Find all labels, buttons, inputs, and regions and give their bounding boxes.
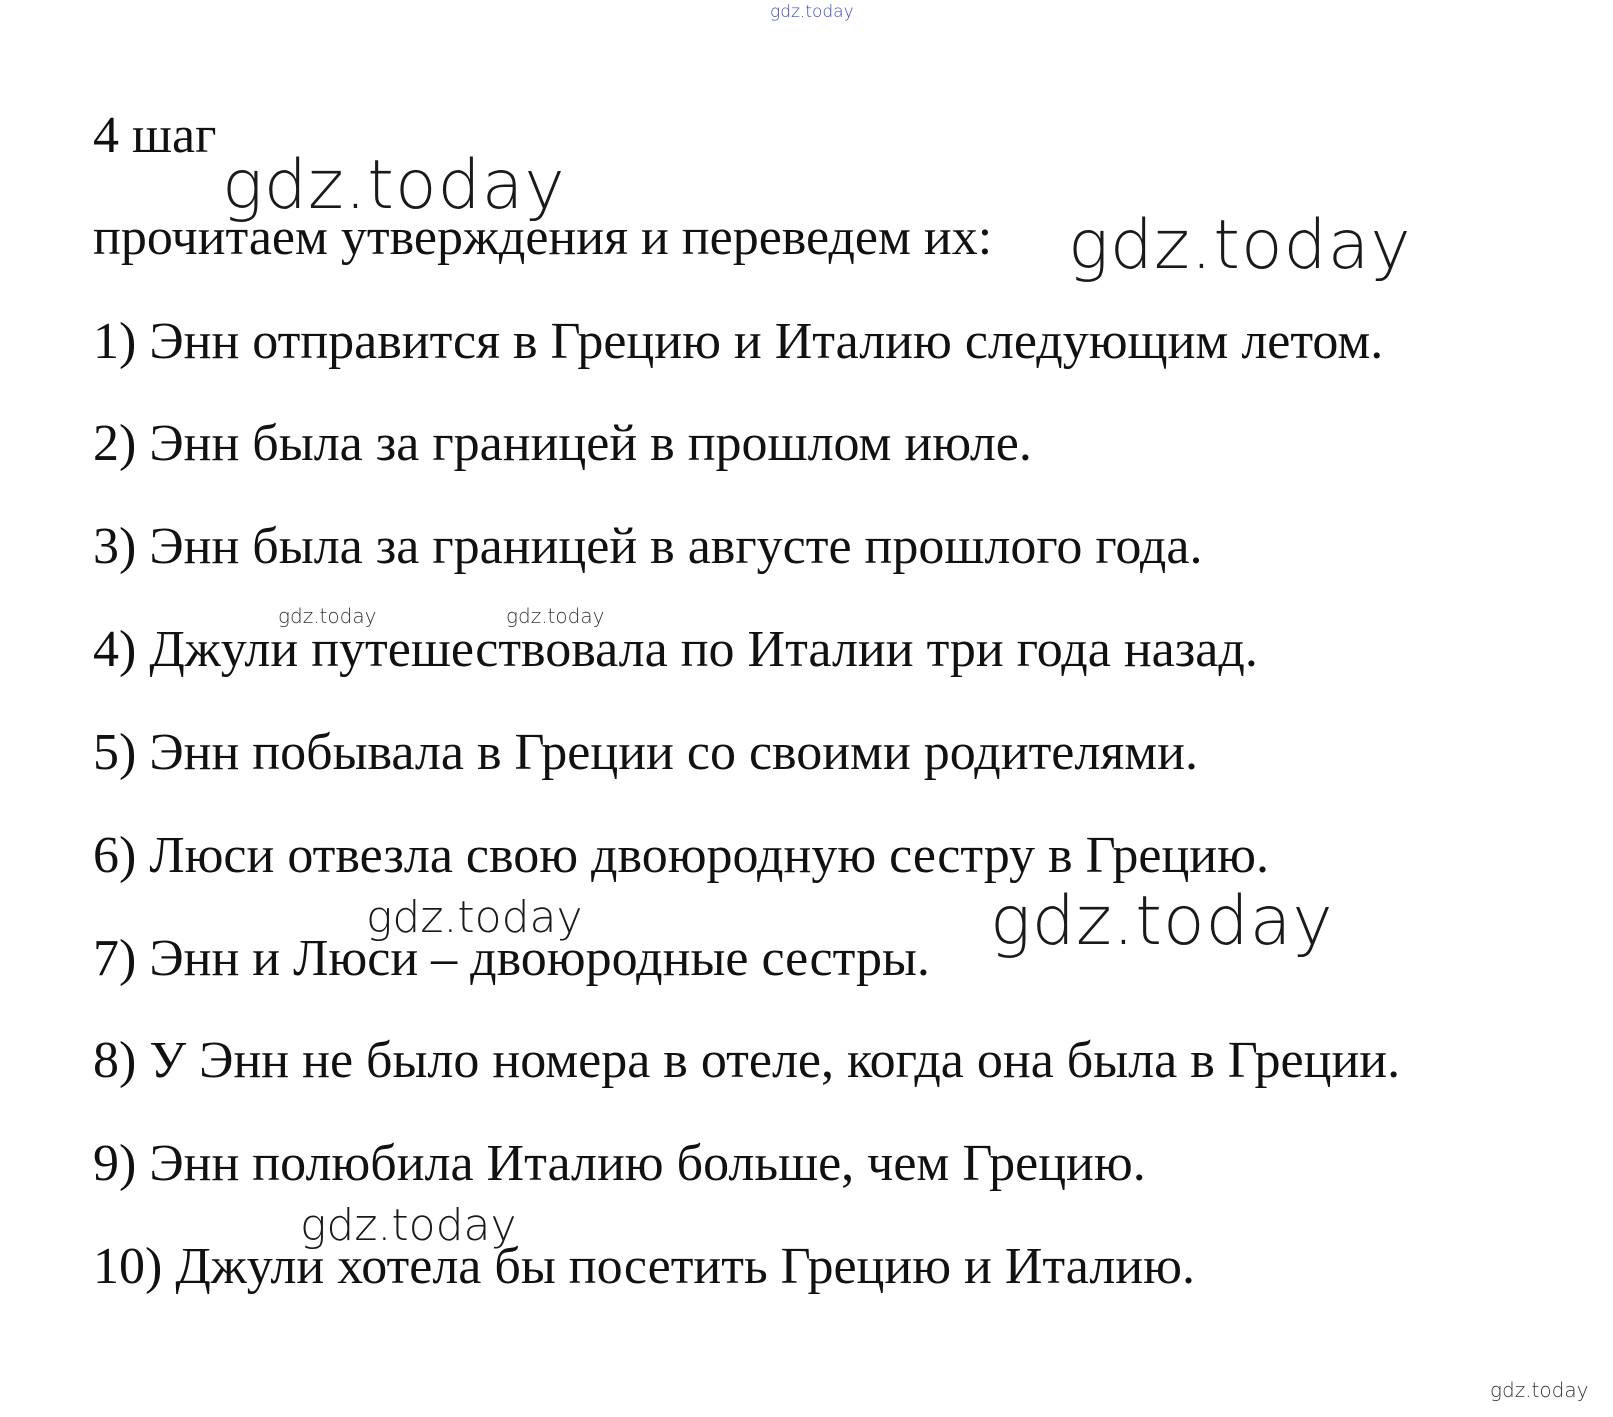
watermark-medium: gdz.today	[366, 892, 583, 943]
statement-item-4: 4) Джули путешествовала по Италии три года назад.	[93, 621, 1258, 678]
statement-item-5: 5) Энн побывала в Греции со своими родителями.	[93, 724, 1198, 781]
watermark-small: gdz.today	[278, 604, 377, 628]
watermark-top: gdz.today	[770, 2, 854, 22]
statement-item-7: 7) Энн и Люси – двоюродные сестры.	[93, 930, 930, 987]
statement-item-6: 6) Люси отвезла свою двоюродную сестру в Грецию.	[93, 827, 1269, 884]
statement-item-2: 2) Энн была за границей в прошлом июле.	[93, 415, 1032, 472]
statement-item-3: 3) Энн была за границей в августе прошлого года.	[93, 518, 1203, 575]
statement-item-1: 1) Энн отправится в Грецию и Италию следующим летом.	[93, 313, 1384, 370]
intro-text: прочитаем утверждения и переведем их:	[93, 209, 993, 266]
statement-item-9: 9) Энн полюбила Италию больше, чем Грецию.	[93, 1135, 1146, 1192]
step-title: 4 шаг	[93, 107, 217, 164]
watermark-large: gdz.today	[1068, 206, 1412, 285]
watermark-medium: gdz.today	[300, 1200, 517, 1251]
watermark-large: gdz.today	[222, 146, 566, 225]
watermark-large: gdz.today	[990, 882, 1334, 961]
statement-item-8: 8) У Энн не было номера в отеле, когда она была в Греции.	[93, 1032, 1401, 1089]
watermark-small: gdz.today	[506, 604, 605, 628]
statement-item-10: 10) Джули хотела бы посетить Грецию и Италию.	[93, 1238, 1195, 1295]
watermark-small: gdz.today	[1490, 1378, 1589, 1402]
